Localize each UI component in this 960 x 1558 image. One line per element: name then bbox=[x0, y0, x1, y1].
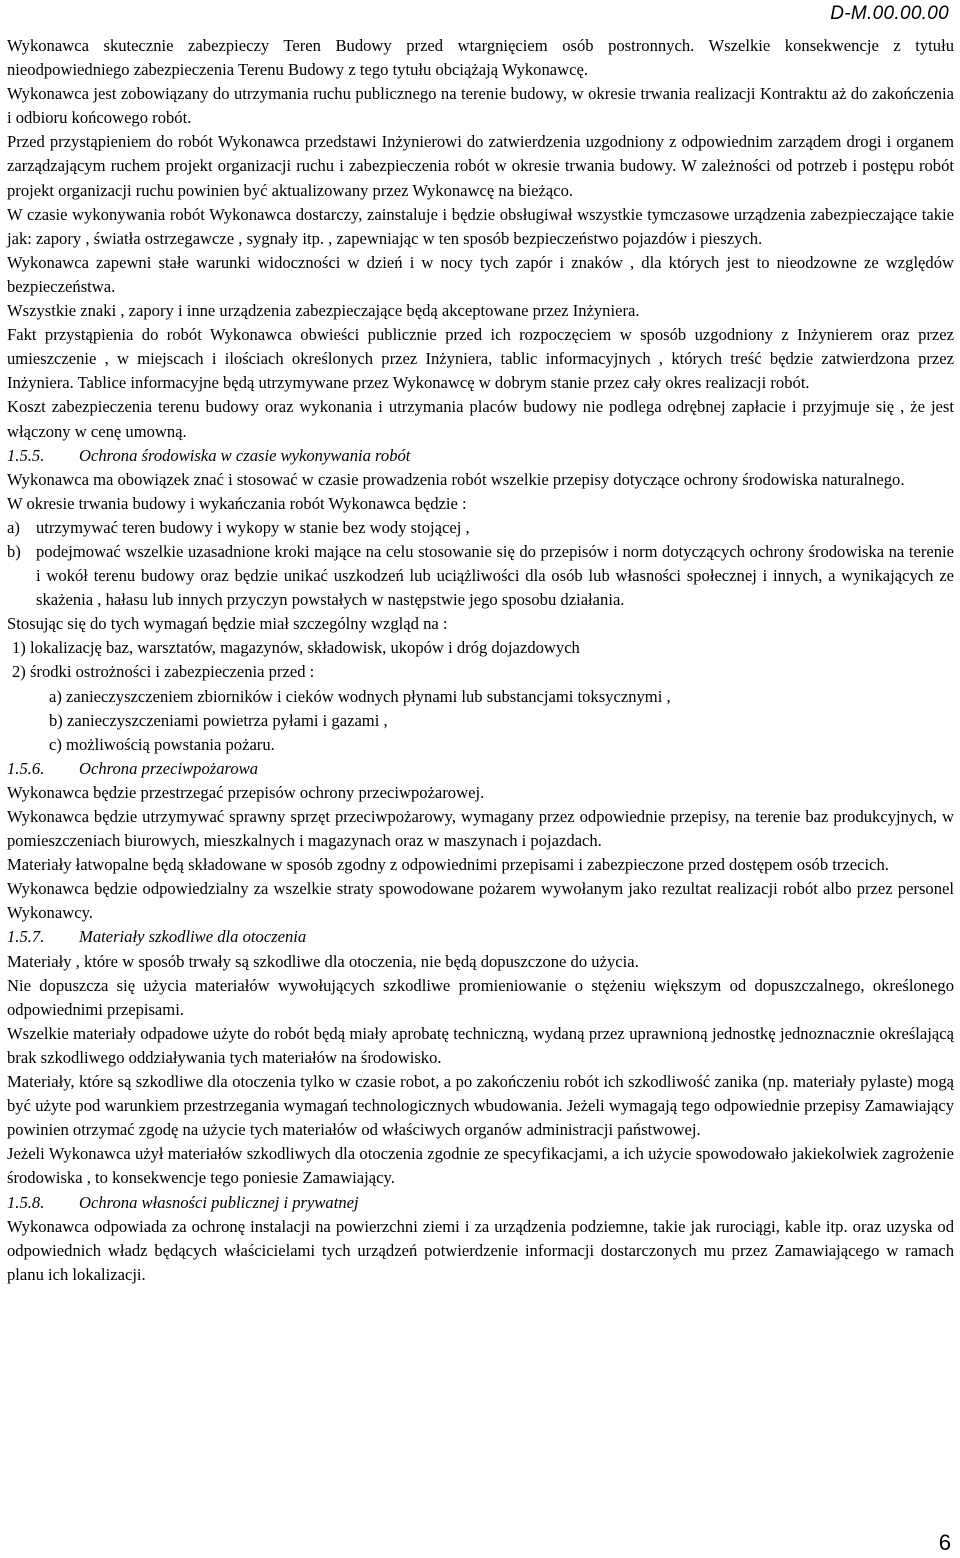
list-label: a) bbox=[7, 517, 20, 537]
paragraph: Stosując się do tych wymagań będzie miał szczególny wzgląd na : bbox=[7, 614, 448, 634]
list-item: 1) lokalizację baz, warsztatów, magazynów, składowisk, ukopów i dróg dojazdowych bbox=[12, 638, 580, 658]
paragraph: Nie dopuszcza się użycia materiałów wywołujących szkodliwe promieniowanie o stężeniu większym od dopuszczalnego, określonego odpowiednimi przepisami. bbox=[7, 975, 954, 1019]
paragraph: Wykonawca ma obowiązek znać i stosować w czasie prowadzenia robót wszelkie przepisy dotyczące ochrony środowiska naturalnego. bbox=[7, 469, 905, 489]
section-heading-1-5-6 bbox=[7, 757, 954, 781]
section-title: Materiały szkodliwe dla otoczenia bbox=[79, 927, 307, 947]
page-number: 6 bbox=[938, 1530, 951, 1555]
list-item bbox=[7, 540, 954, 612]
paragraph: Koszt zabezpieczenia terenu budowy oraz wykonania i utrzymania placów budowy nie podlega odrębnej zapłacie i przyjmuje się , że jest włączony w cenę umowną. bbox=[7, 397, 954, 441]
paragraph: Fakt przystąpienia do robót Wykonawca obwieści publicznie przed ich rozpoczęciem w sposób uzgodniony z Inżynierem oraz przez umieszczenie , w miejscach i ilościach określonych przez Inżyniera, tablic informacyjnych , których treść będzie zatwierdzona przez Inżyniera. Tablice informacyjne będą utrzymywane przez Wykonawcę w dobrym stanie przez cały okres realizacji robót. bbox=[7, 325, 954, 393]
paragraph: Materiały łatwopalne będą składowane w sposób zgodny z odpowiednimi przepisami i zabezpieczone przed dostępem osób trzecich. bbox=[7, 855, 889, 875]
paragraph: W czasie wykonywania robót Wykonawca dostarczy, zainstaluje i będzie obsługiwał wszystkie tymczasowe urządzenia zabezpieczające takie jak: zapory , światła ostrzegawcze , sygnały itp. , zapewniając w ten sposób bezpieczeństwo pojazdów i pieszych. bbox=[7, 204, 954, 248]
list-item: 2) środki ostrożności i zabezpieczenia przed : bbox=[12, 662, 315, 682]
section-heading-1-5-8 bbox=[7, 1191, 954, 1215]
section-heading-1-5-7 bbox=[7, 925, 954, 949]
paragraph: Wykonawca odpowiada za ochronę instalacji na powierzchni ziemi i za urządzenia podziemne, takie jak rurociągi, kable itp. oraz uzyska od odpowiednich władz będących właścicielami tych urządzeń potwierdzenie informacji dostarczonych mu przez Zamawiającego w ramach planu ich lokalizacji. bbox=[7, 1216, 954, 1284]
paragraph: Wykonawca zapewni stałe warunki widoczności w dzień i w nocy tych zapór i znaków , dla których jest to nieodzowne ze względów bezpieczeństwa. bbox=[7, 252, 954, 296]
paragraph: W okresie trwania budowy i wykańczania robót Wykonawca będzie : bbox=[7, 493, 467, 513]
paragraph: Wykonawca jest zobowiązany do utrzymania ruchu publicznego na terenie budowy, w okresie trwania realizacji Kontraktu aż do zakończenia i odbioru końcowego robót. bbox=[7, 84, 954, 128]
section-number: 1.5.8. bbox=[7, 1192, 45, 1212]
section-number: 1.5.7. bbox=[7, 927, 45, 947]
sub-list-item: b) zanieczyszczeniami powietrza pyłami i gazami , bbox=[49, 710, 388, 730]
paragraph: Wykonawca skutecznie zabezpieczy Teren Budowy przed wtargnięciem osób postronnych. Wszelkie konsekwencje z tytułu nieodpowiedniego zabezpieczenia Terenu Budowy z tego tytułu obciążają Wykonawcę. bbox=[7, 36, 954, 80]
section-title: Ochrona własności publicznej i prywatnej bbox=[79, 1192, 359, 1212]
section-title: Ochrona przeciwpożarowa bbox=[79, 758, 258, 778]
paragraph: Przed przystąpieniem do robót Wykonawca przedstawi Inżynierowi do zatwierdzenia uzgodniony z odpowiednim zarządem drogi i organem zarządzającym ruchem projekt organizacji ruchu i zabezpieczenia robót w okresie trwania budowy. W zależności od potrzeb i postępu robót projekt organizacji ruchu powinien być aktualizowany przez Wykonawcę na bieżąco. bbox=[7, 132, 954, 200]
section-number: 1.5.6. bbox=[7, 758, 45, 778]
sub-list-item: a) zanieczyszczeniem zbiorników i cieków wodnych płynami lub substancjami toksycznymi , bbox=[49, 686, 671, 706]
paragraph: Materiały, które są szkodliwe dla otoczenia tylko w czasie robot, a po zakończeniu robót ich szkodliwość zanika (np. materiały pylaste) mogą być użyte pod warunkiem przestrzegania wymagań technologicznych wbudowania. Jeżeli wymagają tego odpowiednie przepisy Zamawiający powinien otrzymać zgodę na użycie tych materiałów od właściwych organów administracji państwowej. bbox=[7, 1072, 954, 1140]
paragraph: Jeżeli Wykonawca użył materiałów szkodliwych dla otoczenia zgodnie ze specyfikacjami, a ich użycie spowodowało jakiekolwiek zagrożenie środowiska , to konsekwencje tego poniesie Zamawiający. bbox=[7, 1144, 954, 1188]
sub-list-item: c) możliwością powstania pożaru. bbox=[49, 734, 275, 754]
paragraph: Materiały , które w sposób trwały są szkodliwe dla otoczenia, nie będą dopuszczone do użycia. bbox=[7, 951, 639, 971]
section-heading-1-5-5 bbox=[7, 444, 954, 468]
section-number: 1.5.5. bbox=[7, 445, 45, 465]
document-code: D-M.00.00.00 bbox=[830, 3, 949, 24]
list-text: utrzymywać teren budowy i wykopy w stanie bez wody stojącej , bbox=[36, 517, 470, 537]
paragraph: Wykonawca będzie przestrzegać przepisów ochrony przeciwpożarowej. bbox=[7, 782, 485, 802]
paragraph: Wszystkie znaki , zapory i inne urządzenia zabezpieczające będą akceptowane przez Inżyniera. bbox=[7, 301, 640, 321]
list-item bbox=[7, 516, 954, 540]
paragraph: Wszelkie materiały odpadowe użyte do robót będą miały aprobatę techniczną, wydaną przez uprawnioną jednostkę jednoznacznie określającą brak szkodliwego oddziaływania tych materiałów na środowisko. bbox=[7, 1023, 954, 1067]
list-label: b) bbox=[7, 541, 21, 561]
paragraph: Wykonawca będzie odpowiedzialny za wszelkie straty spowodowane pożarem wywołanym jako rezultat realizacji robót albo przez personel Wykonawcy. bbox=[7, 879, 954, 923]
paragraph: Wykonawca będzie utrzymywać sprawny sprzęt przeciwpożarowy, wymagany przez odpowiednie przepisy, na terenie baz produkcyjnych, w pomieszczeniach biurowych, mieszkalnych i magazynach oraz w maszynach i pojazdach. bbox=[7, 807, 954, 851]
section-title: Ochrona środowiska w czasie wykonywania robót bbox=[79, 445, 411, 465]
list-text: podejmować wszelkie uzasadnione kroki mające na celu stosowanie się do przepisów i norm dotyczących ochrony środowiska na terenie i wokół terenu budowy oraz będzie unikać uszkodzeń lub uciążliwości dla osób lub własności społecznej i innych, a wynikających ze skażenia , hałasu lub innych przyczyn powstałych w następstwie jego sposobu działania. bbox=[36, 541, 954, 610]
